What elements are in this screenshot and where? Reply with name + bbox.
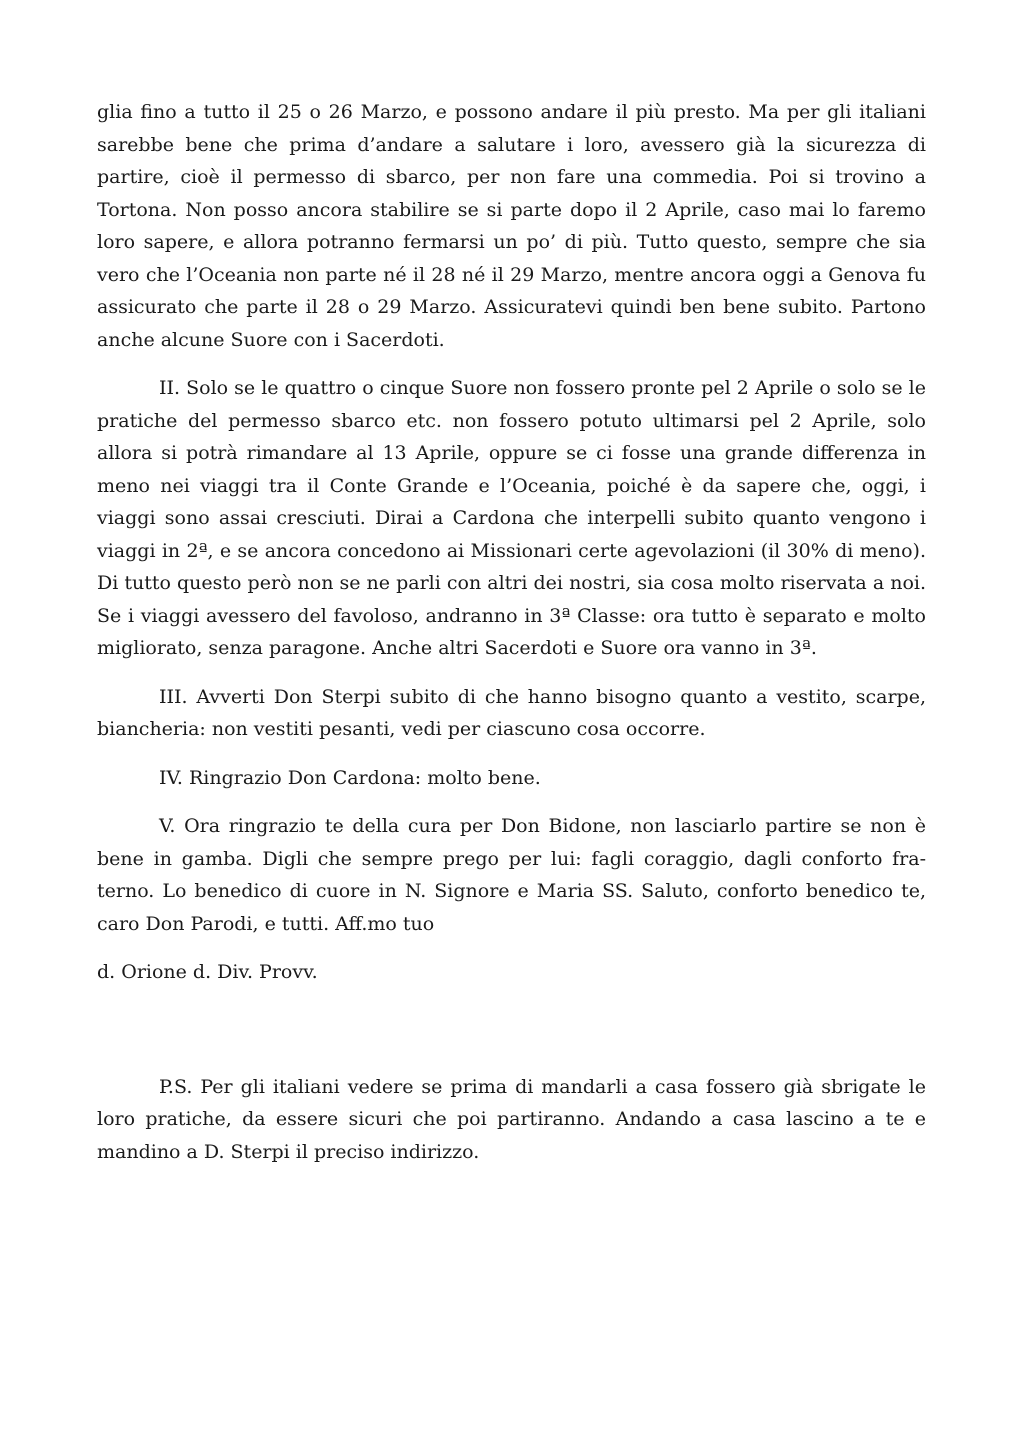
paragraph-section-iv: IV. Ringrazio Don Cardona: molto bene. — [159, 766, 541, 789]
paragraph-section-ii: II. Solo se le quattro o cinque Suore non fossero pronte pel 2 Aprile o solo se le pratiche del permesso sbarco etc. non fossero potuto ultimarsi pel 2 Aprile, solo allora si potrà rimandare al 13 Aprile, oppure se ci fosse una grande differenza in meno nei viaggi tra il Conte Grande e l’Oceania, poiché è da sapere che, oggi, i viaggi sono assai cresciuti. Dirai a Cardona che interpelli subito quanto vengono i viaggi in 2ª, e se ancora concedono ai Missionari certe agevolazioni (il 30% di meno). Di tutto questo però non se ne parli con altri dei nostri, sia cosa molto riservata a noi. Se i viaggi avessero del favoloso, andranno in 3ª Classe: ora tutto è separato e molto migliorato, senza paragone. Anche altri Sacerdoti e Suore ora vanno in 3ª. — [97, 377, 926, 659]
postscript: P.S. Per gli italiani vedere se prima di mandarli a casa fossero già sbrigate le loro pratiche, da essere sicuri che poi partiranno. Andando a casa lascino a te e mandino a D. Sterpi il preciso indirizzo. — [97, 1075, 926, 1163]
paragraph-section-iii: III. Avverti Don Sterpi subito di che hanno bisogno quanto a vestito, scarpe, biancheria: non vestiti pesanti, vedi per ciascuno cosa occorre. — [97, 685, 926, 740]
paragraph-continuation: glia fino a tutto il 25 o 26 Marzo, e possono andare il più presto. Ma per gli italiani sarebbe bene che prima d’andare a salutare i loro, avessero già la sicurezza di partire, cioè il permesso di sbarco, per non fare una commedia. Poi si trovino a Tortona. Non posso ancora stabilire se si parte dopo il 2 Aprile, caso mai lo faremo loro sapere, e allora potranno fermarsi un po’ di più. Tutto questo, sempre che sia vero che l’Oceania non parte né il 28 né il 29 Marzo, mentre ancora oggi a Genova fu assicurato che parte il 28 o 29 Marzo. Assicuratevi quindi ben bene subito. Partono anche alcune Suore con i Sacerdoti. — [97, 101, 926, 351]
paragraph-section-v: V. Ora ringrazio te della cura per Don Bidone, non lasciarlo partire se non è bene in gamba. Digli che sempre prego per lui: fagli coraggio, dagli conforto fraterno. Lo benedico di cuore in N. Signore e Maria SS. Saluto, conforto benedico te, caro Don Parodi, e tutti. Aff.mo tuo — [97, 815, 926, 935]
signature: d. Orione d. Div. Provv. — [97, 961, 318, 983]
letter-page — [97, 96, 926, 1184]
